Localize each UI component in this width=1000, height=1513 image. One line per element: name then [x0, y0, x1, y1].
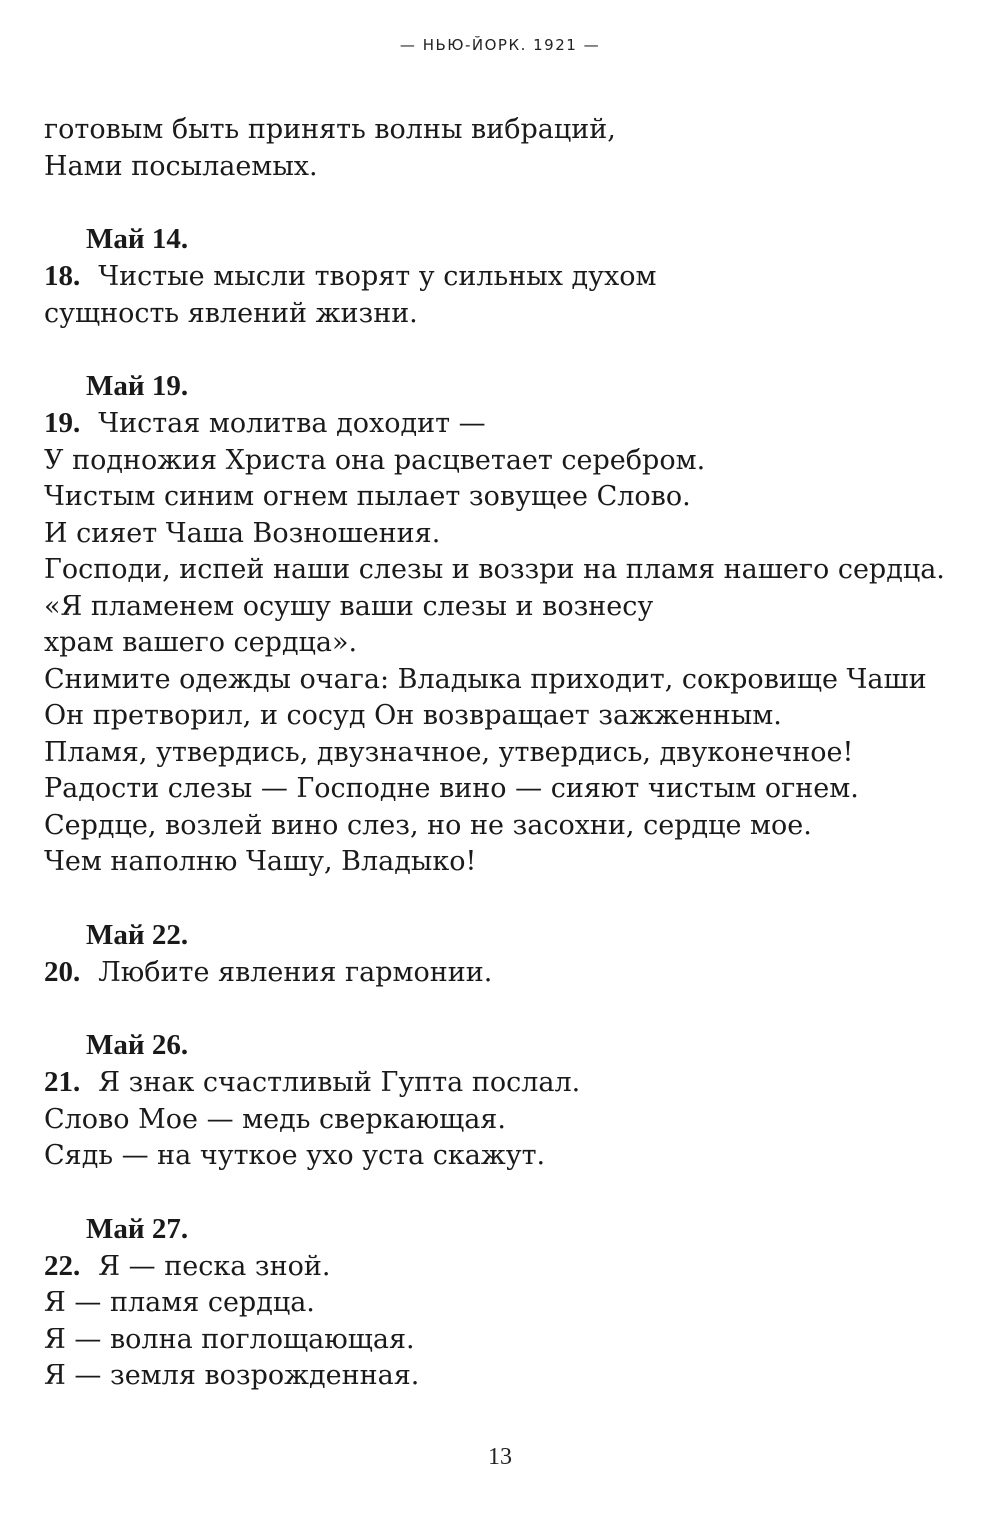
text-line: Сядь — на чуткое ухо уста скажут.	[44, 1140, 546, 1171]
page-body	[44, 112, 954, 1395]
running-head: — НЬЮ-ЙОРК. 1921 —	[399, 36, 601, 54]
entry-may-26	[44, 1027, 954, 1175]
entry-number: 22.	[44, 1249, 81, 1282]
text-line: Чем наполню Чашу, Владыко!	[44, 846, 477, 877]
entry-date: Май 22.	[86, 918, 189, 951]
text-line: Я — волна поглощающая.	[44, 1323, 415, 1355]
entry-number: 18.	[44, 260, 81, 292]
text-line: Я знак счастливый Гупта послал.	[98, 1067, 581, 1098]
text-line: У подножия Христа она расцветает серебром.	[44, 444, 706, 476]
text-line: Чистая молитва доходит —	[98, 408, 486, 439]
text-line: Пламя, утвердись, двузначное, утвердись, двуконечное!	[44, 736, 854, 768]
text-line: Я — песка зной.	[98, 1250, 331, 1282]
entry-first-line	[44, 1064, 954, 1102]
entry-number: 21.	[44, 1066, 81, 1098]
text-line: храм вашего сердца».	[44, 627, 358, 658]
entry-may-27	[44, 1211, 954, 1395]
text-line: Нами посылаемых.	[44, 150, 318, 182]
entry-date: Май 19.	[86, 370, 189, 402]
continuation-text	[44, 112, 954, 185]
text-line: «Я пламенем осушу ваши слезы и вознесу	[44, 590, 654, 622]
text-line: Слово Мое — медь сверкающая.	[44, 1103, 506, 1135]
text-line: Снимите одежды очага: Владыка приходит, сокровище Чаши	[44, 663, 927, 695]
entry-may-19	[44, 368, 954, 881]
text-line: Я — земля возрожденная.	[44, 1360, 420, 1391]
entry-may-22	[44, 917, 954, 992]
text-line: И сияет Чаша Возношения.	[44, 517, 441, 549]
entry-first-line	[44, 258, 954, 296]
text-line: Чистым синим огнем пылает зовущее Слово.	[44, 481, 691, 512]
entry-number: 20.	[44, 955, 81, 988]
entry-first-line	[44, 405, 954, 443]
entry-number: 19.	[44, 407, 81, 439]
page-number: 13	[488, 1444, 512, 1470]
text-line: Любите явления гармонии.	[98, 956, 493, 988]
text-line: Он претворил, и сосуд Он возвращает зажженным.	[44, 700, 782, 731]
text-line: Чистые мысли творят у сильных духом	[98, 261, 657, 292]
entry-may-14	[44, 221, 954, 332]
text-line: Радости слезы — Господне вино — сияют чистым огнем.	[44, 773, 859, 804]
entry-first-line	[44, 954, 954, 992]
entry-date: Май 26.	[86, 1029, 189, 1061]
entry-first-line	[44, 1248, 954, 1286]
text-line: Я — пламя сердца.	[44, 1287, 315, 1318]
entry-date: Май 14.	[86, 223, 189, 255]
text-line: сущность явлений жизни.	[44, 297, 418, 329]
text-line: Господи, испей наши слезы и воззри на пламя нашего сердца.	[44, 554, 945, 585]
entry-date: Май 27.	[86, 1212, 189, 1245]
text-line: готовым быть принять волны вибраций,	[44, 114, 616, 145]
text-line: Сердце, возлей вино слез, но не засохни, сердце мое.	[44, 809, 812, 841]
